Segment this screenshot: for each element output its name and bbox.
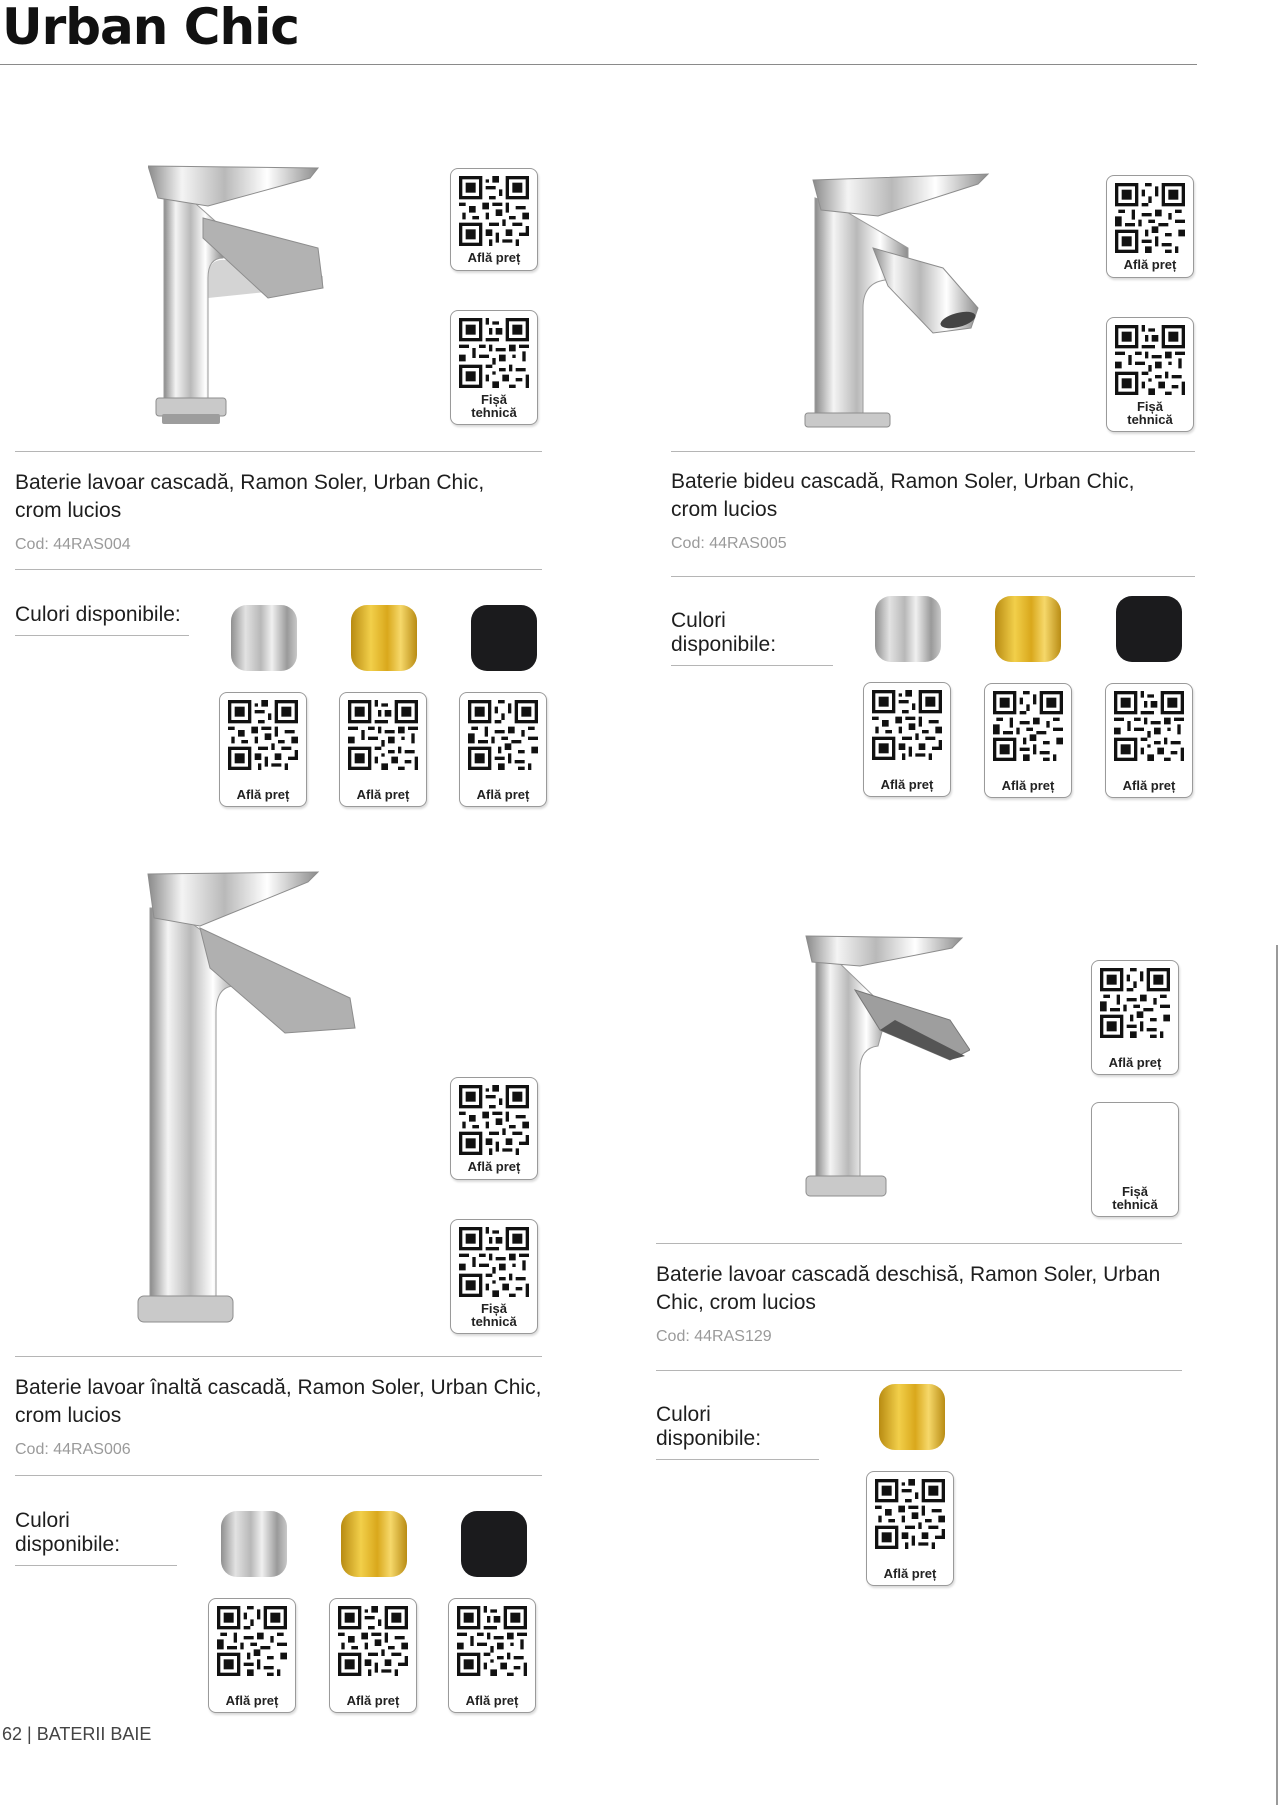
qr-code-icon (1115, 183, 1185, 253)
find-price-label: Află preț (1001, 778, 1055, 793)
qr-price-card[interactable] (450, 1077, 538, 1180)
find-price-label: Află preț (465, 1693, 519, 1708)
tech-sheet-label: Fișă tehnică (471, 392, 517, 420)
available-colors-label: Culori disponibile: (671, 609, 833, 666)
qr-code-icon (348, 700, 418, 770)
tech-sheet-label: Fișă tehnică (1112, 1184, 1158, 1212)
available-colors-label: Culori disponibile: (15, 603, 189, 636)
find-price-label: Află preț (1123, 257, 1177, 272)
qr-code-icon (993, 691, 1063, 761)
find-price-label: Află preț (1122, 778, 1176, 793)
find-price-label: Află preț (236, 787, 290, 802)
qr-price-card[interactable] (1091, 960, 1179, 1075)
divider (15, 1475, 542, 1476)
color-swatch-gold[interactable] (995, 596, 1061, 662)
qr-price-card[interactable] (1106, 175, 1194, 278)
qr-code-icon (875, 1479, 945, 1549)
divider (671, 451, 1195, 452)
color-swatch-gold[interactable] (351, 605, 417, 671)
faucet-image-44RAS129 (800, 930, 970, 1210)
color-swatch-gold[interactable] (341, 1511, 407, 1577)
color-swatch-chrome[interactable] (221, 1511, 287, 1577)
product-name: Baterie bideu cascadă, Ramon Soler, Urban Chic, crom lucios (671, 470, 1135, 521)
divider (15, 1356, 542, 1357)
find-price-label: Află preț (467, 1159, 521, 1174)
faucet-image-44RAS005 (793, 168, 993, 433)
qr-code-icon (468, 700, 538, 770)
page-title: Urban Chic (2, 0, 299, 56)
color-swatch-chrome[interactable] (231, 605, 297, 671)
qr-tech-sheet-card[interactable] (450, 310, 538, 425)
product-name: Baterie lavoar cascadă, Ramon Soler, Urban Chic, crom lucios (15, 471, 485, 522)
divider (15, 451, 542, 452)
product-name: Baterie lavoar înaltă cascadă, Ramon Soler, Urban Chic, crom lucios (15, 1376, 542, 1427)
qr-code-icon (459, 318, 529, 388)
qr-tech-sheet-card[interactable] (1091, 1102, 1179, 1217)
find-price-label: Află preț (1108, 1055, 1162, 1070)
qr-code-icon (228, 700, 298, 770)
available-colors-label: Culori disponibile: (656, 1403, 819, 1460)
product-code: Cod: 44RAS004 (15, 536, 131, 553)
qr-code-icon (459, 1227, 529, 1297)
qr-price-card-black[interactable] (459, 692, 547, 807)
qr-code-icon (1114, 691, 1184, 761)
divider (656, 1370, 1182, 1371)
find-price-label: Află preț (880, 777, 934, 792)
qr-price-card[interactable] (450, 168, 538, 271)
tech-sheet-label: Fișă tehnică (471, 1301, 517, 1329)
product-name: Baterie lavoar cascadă deschisă, Ramon Soler, Urban Chic, crom lucios (656, 1263, 1161, 1314)
qr-price-card-chrome[interactable] (208, 1598, 296, 1713)
color-swatch-black[interactable] (1116, 596, 1182, 662)
qr-code-icon (217, 1606, 287, 1676)
qr-tech-sheet-card[interactable] (1106, 317, 1194, 432)
page-footer: 62 | BATERII BAIE (2, 1724, 152, 1744)
qr-code-icon (1100, 968, 1170, 1038)
qr-code-icon (872, 690, 942, 760)
color-swatch-gold[interactable] (879, 1384, 945, 1450)
tech-sheet-label: Fișă tehnică (1127, 399, 1173, 427)
page-edge-line (1276, 945, 1278, 1805)
color-swatch-chrome[interactable] (875, 596, 941, 662)
find-price-label: Află preț (467, 250, 521, 265)
faucet-image-44RAS004 (148, 158, 328, 428)
qr-code-icon (1115, 325, 1185, 395)
find-price-label: Află preț (346, 1693, 400, 1708)
color-swatch-black[interactable] (471, 605, 537, 671)
divider (15, 569, 542, 570)
qr-code-icon (457, 1606, 527, 1676)
find-price-label: Află preț (476, 787, 530, 802)
product-code: Cod: 44RAS005 (671, 535, 787, 552)
qr-code-icon (459, 176, 529, 246)
color-swatch-black[interactable] (461, 1511, 527, 1577)
qr-price-card-gold[interactable] (339, 692, 427, 807)
qr-tech-sheet-card[interactable] (450, 1219, 538, 1334)
product-code: Cod: 44RAS129 (656, 1328, 772, 1345)
qr-price-card-black[interactable] (448, 1598, 536, 1713)
divider (671, 576, 1195, 577)
qr-price-card-black[interactable] (1105, 683, 1193, 798)
product-code: Cod: 44RAS006 (15, 1441, 131, 1458)
divider (656, 1243, 1182, 1244)
qr-price-card-chrome[interactable] (863, 682, 951, 797)
faucet-image-44RAS006 (130, 868, 360, 1338)
title-divider (0, 64, 1197, 65)
qr-code-icon (338, 1606, 408, 1676)
available-colors-label: Culori disponibile: (15, 1509, 177, 1566)
qr-code-icon (459, 1085, 529, 1155)
find-price-label: Află preț (883, 1566, 937, 1581)
find-price-label: Află preț (225, 1693, 279, 1708)
qr-price-card-chrome[interactable] (219, 692, 307, 807)
qr-price-card-gold[interactable] (329, 1598, 417, 1713)
qr-price-card-gold[interactable] (984, 683, 1072, 798)
find-price-label: Află preț (356, 787, 410, 802)
qr-price-card-gold[interactable] (866, 1471, 954, 1586)
